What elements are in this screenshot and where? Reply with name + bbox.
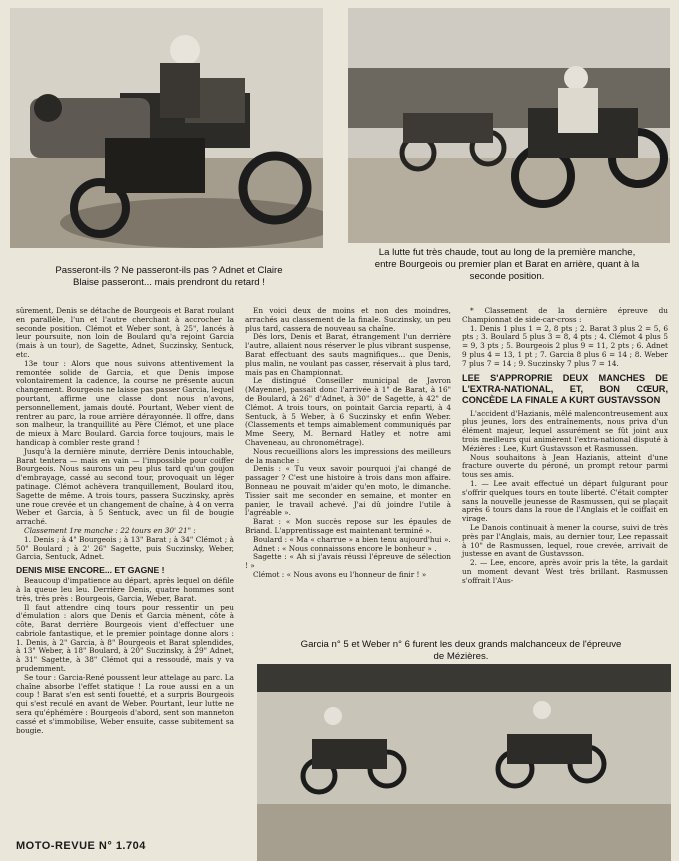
col2-paragraph: En voici deux de moins et non des moindres, arrachés au classement de la finale. Suczinsky, un peu plus tard, cassera de nouveau sa chaîne.	[245, 306, 451, 333]
col1-paragraph: Beaucoup d'impatience au départ, après lequel on défile à la queue leu leu. Derrière Denis, quatre hommes sont très, très près : Bourgeois, Garcia, Weber, Barat.	[16, 576, 234, 603]
col1-paragraph: sûrement, Denis se détache de Bourgeois et Barat roulant en parallèle, l'un et l'autre cherchant à accrocher la seconde position. Clémot et Weber sont, à 25", lancés à leur poursuite, non loin de Boulard qu'a rejoint Garcia (mais à un tour), de Sagette, Adnet, Suczinsky, Sentuck, etc.	[16, 306, 234, 359]
col2-paragraph: Nous recueillions alors les impressions des meilleurs de la manche :	[245, 446, 451, 465]
caption-bottom: Garcia n° 5 et Weber n° 6 furent les deux grands malchanceux de l'épreuve de Mézières.	[300, 639, 622, 662]
col3-results: 1. Denis 1 plus 1 = 2, 8 pts ; 2. Barat 3 plus 2 = 5, 6 pts ; 3. Boulard 5 plus 3 = 8, 4 pts ; 4. Clémot 4 plus 5 = 9, 3 pts ; 5. Bourgeois 2 plus 9 = 11, 2 pts ; 6. Adnet 9 plus 4 = 13, 1 pt ; 7. Garcia 8 plus 6 = 14 ; 8. Weber 7 plus 7 = 14 ; 9. Suczinsky 7 plus 7 = 14.	[462, 323, 668, 368]
col1-paragraph: 1. Denis ; à 4" Bourgeois ; à 13" Barat ; à 34" Clémot ; à 50" Boulard ; à 2' 26" Sagette, puis Suczinsky, Weber, Garcia, Sentuck, Adnet.	[16, 534, 234, 562]
col3-paragraph: L'accident d'Hazianis, mêlé malencontreusement aux plus jeunes, lors des entraînements, nous priva d'un élément majeur, lequel assurément se fût joint aux trois meilleurs qui animèrent l'extra-national disputé à Mézières : Lee, Kurt Gustavsson et Rasmussen.	[462, 408, 668, 453]
col2-paragraph: Boulard : « Ma « charrue » a bien tenu aujourd'hui ».	[253, 534, 451, 544]
col3-section-heading: LEE S'APPROPRIE DEUX MANCHES DE L'EXTRA-NATIONAL, ET, BON CŒUR, CONCÈDE LA FINALE A KURT GUSTAVSSON	[462, 372, 668, 405]
article-column-1	[16, 307, 234, 735]
col1-classement-label: Classement 1re manche : 22 tours en 30' 21" :	[24, 525, 196, 535]
col2-paragraph: Le distingué Conseiller municipal de Javron (Mayenne), passait donc l'arrivée à 1" de Barat, à 16" de Boulard, à 26" d'Adnet, à 30" de Sagette, à 42" de Clémot. A trois tours, on pointait Garcia reparti, à 4 Sentuck, à 5 Weber, à 6 Suczinsky et enfin Weber. (Classements et temps aimablement communiqués par Mme Seery, M. Bernard Hatley et notre ami Chaveneau, au chronométrage).	[245, 376, 451, 447]
col2-paragraph: Adnet : « Nous connaissons encore le bonheur » .	[253, 543, 437, 553]
article-column-3	[462, 307, 668, 586]
col2-paragraph: Denis : « Tu veux savoir pourquoi j'ai changé de passager ? C'est une histoire à trois dans mon affaire. Bonneau ne pouvait m'aider qu'en moto, le dimanche. Tissier sait me seconder en semaine, et monter en panier, le travail achevé. J'ai dû joindre l'utile à l'agréable ».	[245, 464, 451, 518]
col2-paragraph: Barat : « Mon succès repose sur les épaules de Briand. L'apprentissage est maintenant terminé ».	[245, 517, 451, 535]
col2-paragraph: Clémot : « Nous avons eu l'honneur de finir ! »	[253, 569, 427, 579]
photo-race-pack	[348, 8, 670, 243]
col1-section-heading: DENIS MISE ENCORE... ET GAGNE !	[16, 565, 165, 576]
col1-paragraph: Il faut attendre cinq tours pour ressentir un peu d'émulation : alors que Denis et Garcia mènent, côte à côte, Barat derrière Bourgeois vient d'effectuer une cabriole fantastique, et le premier pointage donne alors : 1. Denis, à 2" Garcia, à 8" Bourgeois et Barat splendides, à 13" Weber, à 18" Boulard, à 20" Suczinsky, à 29" Adnet, à 31" Sagette, à 38" Clémot qui a ressoudé, mais y va prudemment.	[16, 602, 234, 674]
col1-paragraph: Se tour : Garcia-René poussent leur attelage au parc. La chaîne absorbe l'effet statique ! La roue aussi en a un coup ! Barat s'en est senti fouetté, et a surpris Bourgeois qui s'est reculé en avant de Weber. Pourtant, leur lutte ne sera qu'éphémère : Bourgeois d'abord, sent son manneton cassé et s'immobilise, Weber ensuite, casse subitement sa bougie.	[16, 672, 234, 735]
caption-top-left: Passeront-ils ? Ne passeront-ils pas ? Adnet et Claire Blaise passeront... mais prendront du retard !	[55, 265, 283, 288]
col1-paragraph: Jusqu'à la dernière minute, derrière Denis intouchable, Barat tentera — mais en vain — l'impossible pour coiffer Bourgeois. Nous saurons un peu plus tard qu'un goujon d'embrayage, cassé au second tour, provoquait un léger patinage. Clémot achèvera tranquillement, Boulard itou, Sagette de même. A trois tours, passera Suczinsky, après une roue crevée et un changement de chaîne, à 4 on verra Weber et Garcia, à 5 Sentuck, avec un fil de bougie arraché.	[16, 446, 234, 527]
col3-paragraph: * Classement de la dernière épreuve du Championnat de side-car-cross :	[462, 306, 668, 324]
col3-paragraph: 2. — Lee, encore, après avoir pris la tête, la gardait un moment devant West très brillant. Rasmussen s'offrait l'Aus-	[462, 558, 668, 585]
col2-paragraph: Sagette : « Ah si j'avais réussi l'épreuve de sélection ! »	[245, 552, 451, 571]
article-column-2	[245, 307, 451, 580]
col3-paragraph: 1. — Lee avait effectué un départ fulgurant pour s'offrir quelques tours en toute liberté. C'était compter sans la nouvelle jeunesse de Rasmussen, qui se plaçait après 6 tours dans la roue de l'Anglais et le coiffait en virage.	[462, 478, 668, 524]
col1-paragraph: 13e tour : Alors que nous suivons attentivement la remontée solide de Garcia, et que Denis impose volontairement la cadence, la course ne présente aucun changement. Bourgeois ne laisse pas passer Garcia, lequel pourtant, affirme une classe dont nous n'avons, personnellement, jamais douté. Pourtant, Weber vient de rentrer au parc, la roue arrière dérayonnée. Il offre, dans son malheur, la tranquillité au Père Clémot, et une place de mieux à Marc Boulard. Garcia force toujours, mais le handicap à combler reste grand !	[16, 358, 235, 447]
col3-paragraph: Nous souhaitons à Jean Hazianis, atteint d'une fracture ouverte du péroné, un prompt retour parmi tous ses amis.	[462, 452, 668, 480]
photo-garcia-weber	[257, 664, 671, 861]
caption-top-right: La lutte fut très chaude, tout au long de la première manche, entre Bourgeois ou premier plan et Barat en arrière, quant à la seconde position.	[374, 247, 640, 282]
col2-paragraph: Dès lors, Denis et Barat, étrangement l'un derrière l'autre, allaient nous réserver le plus vibrant suspense, Barat effectuant des sauts magnifiques... que Denis, plus malin, ne voulant pas casser, réservait à plus tard, mais pas en Championnat.	[245, 332, 451, 377]
magazine-footer: MOTO-REVUE N° 1.704	[16, 840, 146, 852]
col3-paragraph: Le Danois continuait à mener la course, suivi de très près par l'Anglais, mais, au dernier tour, Lee repassait à 10" de Rasmussen, lequel, roue crevée, arrivait de justesse en avant de Gustavsson.	[462, 522, 668, 559]
photo-sidecar-jump	[10, 8, 323, 248]
